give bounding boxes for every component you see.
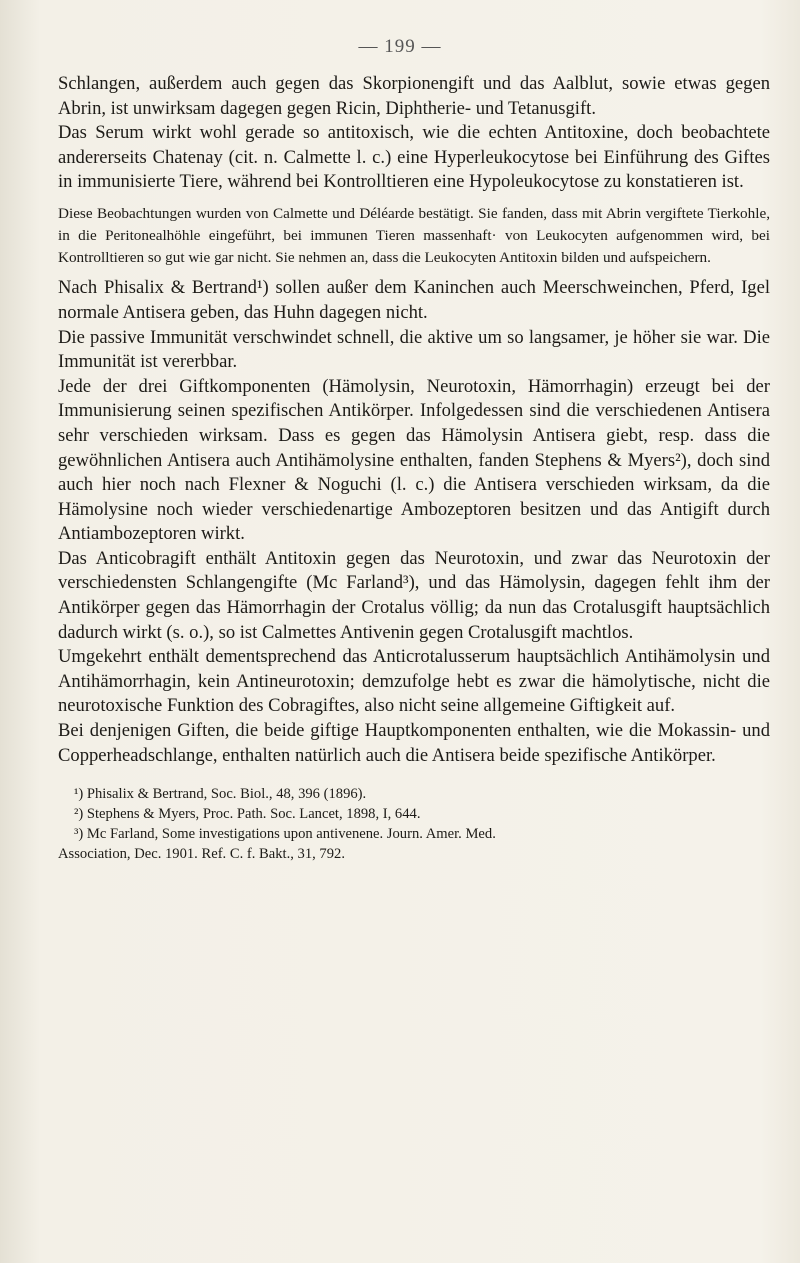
small-print-note: Diese Beobachtungen wurden von Calmette und Déléarde bestätigt. Sie fanden, dass mit Abrin vergiftete Tierkohle, in die Peritonealhöhle eingeführt, bei immunen Tieren massenhaft· von Leukocyten aufgenommen wird, bei Kontrolltieren so gut wie gar nicht. Sie nehmen an, dass die Leukocyten Antitoxin bilden und aufspeichern. <box>58 204 770 266</box>
paragraph-1: Schlangen, außerdem auch gegen das Skorpionengift und das Aalblut, sowie etwas gegen Abrin, ist unwirksam dagegen gegen Ricin, Diphtherie- und Tetanusgift. <box>58 73 770 119</box>
paragraph-5: Jede der drei Giftkomponenten (Hämolysin, Neurotoxin, Hämorrhagin) erzeugt bei der Immunisierung seinen spezifischen Antikörper. Infolgedessen sind die verschiedenen Antisera sehr verschieden wirksam. Dass es gegen das Hämolysin Antisera giebt, resp. dass die gewöhnlichen Antisera auch Antihämolysine enthalten, fanden Stephens & Myers²), doch sind auch hier noch nach Flexner & Noguchi (l. c.) die Antisera verschieden wirksam, da die Hämolysine noch wieder verschiedenartige Ambozeptoren besitzen und das Antigift durch Antiambozeptoren wirkt. <box>58 375 770 545</box>
paragraph-4: Die passive Immunität verschwindet schnell, die aktive um so langsamer, je höher sie war. Die Immunität ist vererbbar. <box>58 326 770 373</box>
footnote-3: ³) Mc Farland, Some investigations upon antivenene. Journ. Amer. Med. <box>74 826 496 843</box>
footnote-1: ¹) Phisalix & Bertrand, Soc. Biol., 48, 396 (1896). <box>74 786 367 803</box>
paragraph-6: Das Anticobragift enthält Antitoxin gegen das Neurotoxin, und zwar das Neurotoxin der verschiedensten Schlangengifte (Mc Farland³), und das Hämolysin, dagegen fehlt ihm der Antikörper gegen das Hämorrhagin der Crotalus völlig; da nun das Crotalusgift hauptsächlich dadurch wirkt (s. o.), so ist Calmettes Antivenin gegen Crotalusgift machtlos. <box>58 547 770 643</box>
paragraph-7: Umgekehrt enthält dementsprechend das Anticrotalusserum hauptsächlich Antihämolysin und Antihämorrhagin, kein Antineurotoxin; demzufolge hebt es zwar die hämolytische, nicht die neurotoxische Funktion des Cobragiftes, also nicht seine allgemeine Giftigkeit auf. <box>58 646 770 717</box>
footnote-2: ²) Stephens & Myers, Proc. Path. Soc. Lancet, 1898, I, 644. <box>74 806 421 823</box>
paragraph-2: Das Serum wirkt wohl gerade so antitoxisch, wie die echten Antitoxine, doch beobachtete andererseits Chatenay (cit. n. Calmette l. c.) eine Hyperleukocytose bei Einführung des Giftes in immunisierte Tiere, während bei Kontrolltieren eine Hypoleukocytose zu konstatieren ist. <box>58 122 770 193</box>
footnotes <box>58 784 770 864</box>
page-content <box>58 72 770 864</box>
paragraph-8: Bei denjenigen Giften, die beide giftige Hauptkomponenten enthalten, wie die Mokassin- und Copperheadschlange, enthalten natürlich auch die Antisera beide spezifische Antikörper. <box>58 720 770 766</box>
footnote-3-continued: Association, Dec. 1901. Ref. C. f. Bakt., 31, 792. <box>58 846 345 863</box>
page-number: — 199 — <box>358 36 442 57</box>
paragraph-3: Nach Phisalix & Bertrand¹) sollen außer dem Kaninchen auch Meerschweinchen, Pferd, Igel normale Antisera geben, das Huhn dagegen nicht. <box>58 277 770 323</box>
